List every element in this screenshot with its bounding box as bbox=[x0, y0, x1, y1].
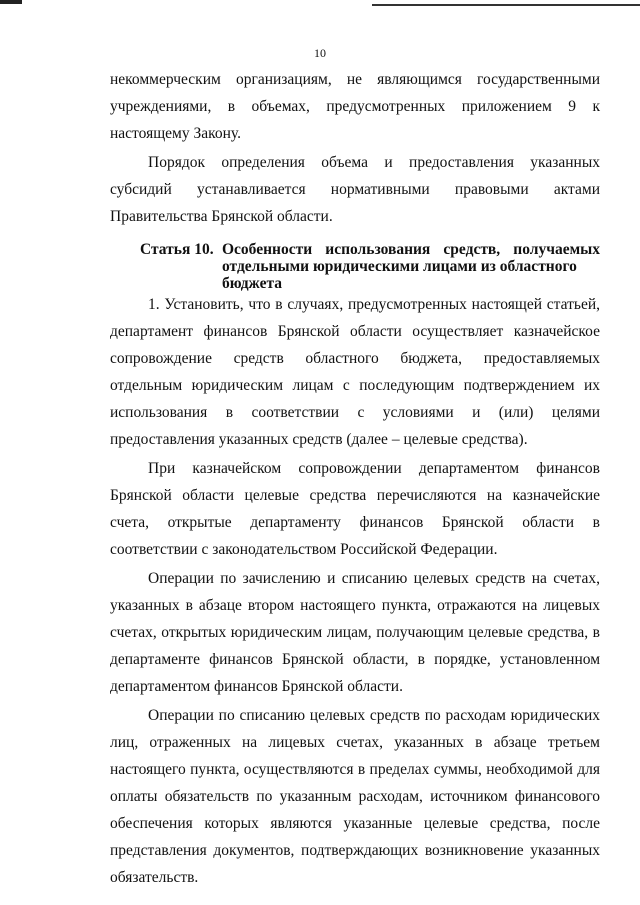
paragraph-subsidies-order: Порядок определения объема и предоставления указанных субсидий устанавливается нормативными правовыми актами Правительства Брянской области. bbox=[110, 154, 600, 225]
top-rule-left bbox=[0, 0, 22, 4]
paragraph-4: Операции по списанию целевых средств по расходам юридических лиц, отраженных на лицевых счетах, указанных в абзаце третьем настоящего пункта, осуществляются в пределах суммы, необходимой для оплаты обязательств по указанным расходам, источником финансового обеспечения которых являются указанные целевые средства, после представления документов, подтверждающих возникновение указанных обязательств. bbox=[110, 707, 600, 886]
article-title-text: Особенности использования средств, получаемых отдельными юридическими лицами из областного bbox=[222, 241, 600, 275]
paragraph-3: Операции по зачислению и списанию целевых средств на счетах, указанных в абзаце втором настоящего пункта, отражаются на лицевых счетах, открытых юридическим лицам, получающим целевые средства, в департаменте финансов Брянской области, в порядке, установленном департаментом финансов Брянской области. bbox=[110, 570, 600, 695]
top-rule-right bbox=[372, 4, 640, 6]
article-heading bbox=[140, 241, 600, 292]
top-text-block bbox=[110, 66, 600, 230]
paragraph-1: 1. Установить, что в случаях, предусмотренных настоящей статьей, департамент финансов Брянской области осуществляет казначейское сопровождение средств областного бюджета, предоставляемых отдельным юридическим лицам с последующим подтверждением их использования в соответствии с условиями и (или) целями предоставления указанных средств (далее – целевые средства). bbox=[110, 296, 600, 448]
article-body bbox=[110, 291, 600, 891]
paragraph-2: При казначейском сопровождении департаментом финансов Брянской области целевые средства перечисляются на казначейские счета, открытые департаменту финансов Брянской области в соответствии с законодательством Российской Федерации. bbox=[110, 460, 600, 558]
article-title bbox=[222, 241, 600, 292]
article-label: Статья 10. bbox=[140, 241, 214, 258]
article-title-last: бюджета bbox=[222, 275, 283, 292]
page-number: 10 bbox=[314, 46, 326, 60]
paragraph-continuation: некоммерческим организациям, не являющимся государственными учреждениями, в объемах, предусмотренных приложением 9 к настоящему Закону. bbox=[110, 71, 600, 142]
